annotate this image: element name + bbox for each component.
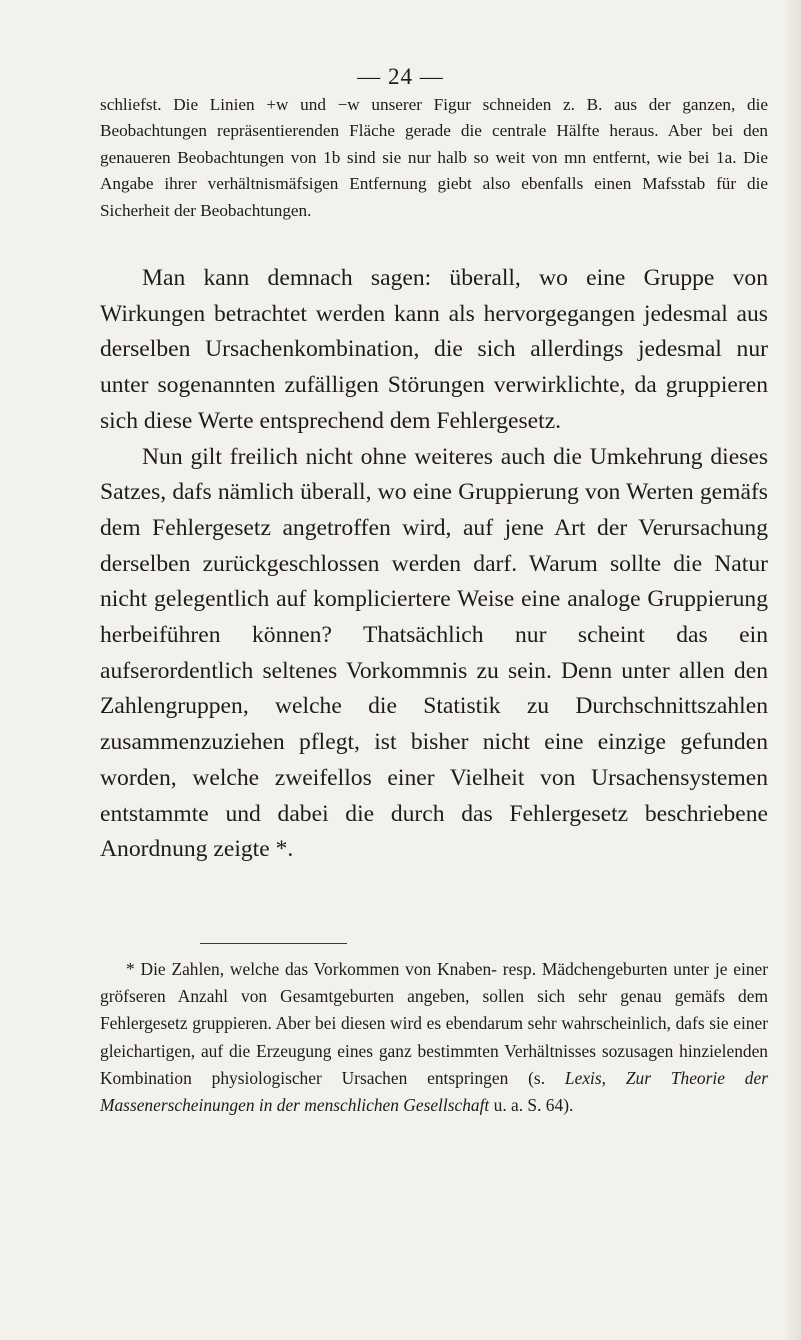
footnote-reference: Lexis, Zur Theorie der Massenerscheinungen in der menschlichen Gesellschaft [100, 1067, 768, 1116]
body-paragraph-1: Man kann demnach sagen: überall, wo eine Gruppe von Wirkungen betrachtet werden kann als hervorgegangen jedesmal aus derselben Ursachenkombination, die sich allerdings jedesmal nur unter sogenannten zufälligen Störungen verwirklichte, da gruppieren sich diese Werte entsprechend dem Fehlergesetz. [100, 265, 768, 434]
footnote-end-text: u. a. S. 64). [493, 1095, 574, 1116]
footnote-main-text: * Die Zahlen, welche das Vorkommen von Knaben- resp. Mädchengeburten unter je einer gröfseren Anzahl von Gesamtgeburten angeben, sollen sich sehr genau gemäfs dem Fehlergesetz gruppieren. Aber bei diesen wird es ebendarum sehr wahrscheinlich, dafs sie einer gleichartigen, auf die Erzeugung eines ganz bestimmten Verhältnisses sozusagen hinzielenden Kombination physiologischer Ursachen entspringen (s. [100, 959, 768, 1088]
body-paragraph-2: Nun gilt freilich nicht ohne weiteres auch die Umkehrung dieses Satzes, dafs nämlich überall, wo eine Gruppierung von Werten gemäfs dem Fehlergesetz angetroffen wird, auf jene Art der Verursachung derselben zurückgeschlossen werden darf. Warum sollte die Natur nicht gelegentlich auf kompliciertere Weise eine analoge Gruppierung herbeiführen können? Thatsächlich nur scheint das ein aufserordentlich seltenes Vorkommnis zu sein. Denn unter allen den Zahlengruppen, welche die Statistik zu Durchschnittszahlen zusammenzuziehen pflegt, ist bisher nicht eine einzige gefunden worden, welche zweifellos einer Vielheit von Ursachensystemen entstammte und dabei die durch das Fehlergesetz beschriebene Anordnung zeigte *. [100, 443, 768, 863]
main-body [100, 261, 768, 868]
footnote [100, 956, 768, 1119]
page-number: — 24 — [357, 64, 444, 89]
intro-paragraph: schliefst. Die Linien +w und −w unserer Figur schneiden z. B. aus der ganzen, die Beobachtungen repräsentierenden Fläche gerade die centrale Hälfte heraus. Aber bei den genaueren Beobachtungen von 1b sind sie nur halb so weit von mn entfernt, wie bei 1a. Die Angabe ihrer verhältnismäfsigen Entfernung giebt also ebenfalls einen Mafsstab für die Sicherheit der Beobachtungen. [100, 95, 768, 220]
page-edge-shadow [783, 0, 801, 1340]
footnote-divider [200, 943, 347, 944]
footnote-paragraph [100, 956, 768, 1119]
